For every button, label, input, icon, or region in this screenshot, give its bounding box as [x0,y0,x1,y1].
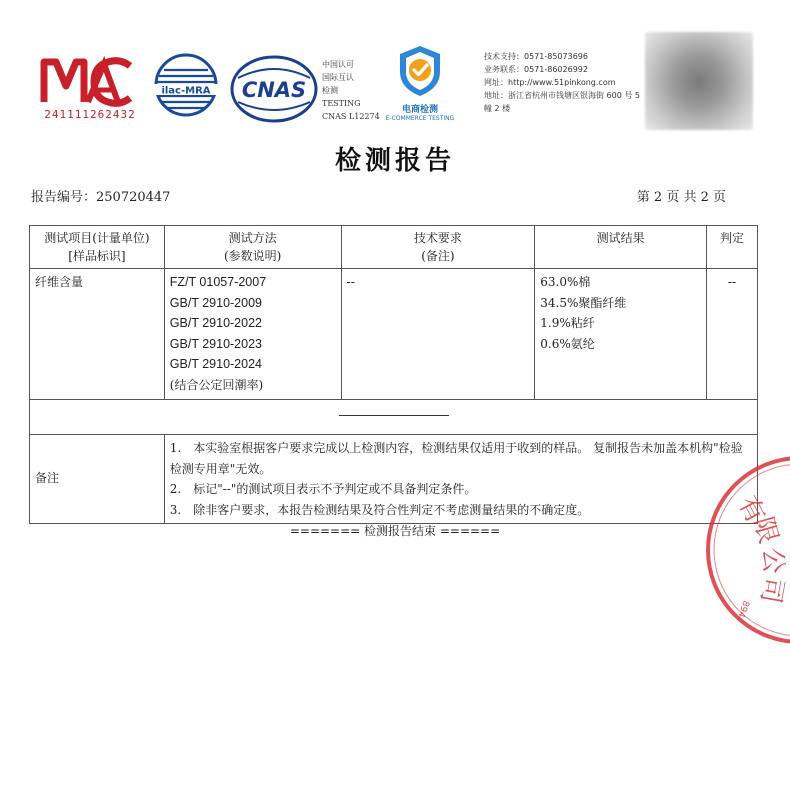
cnas-logo [230,54,318,124]
contact-info [484,50,644,115]
contact-line: 地址：浙江省杭州市钱塘区银海街 600 号 5 [484,91,640,100]
header-method-line1: 测试方法 [228,231,277,245]
table-row [30,269,758,400]
cell-item: 纤维含量 [30,269,165,400]
method-line: GB/T 2910-2009 [169,295,262,310]
contact-line: 幢 2 楼 [484,104,511,113]
ecommerce-testing-logo [380,44,460,122]
header-item [30,226,165,269]
contact-line: 业务联系：0571-86026992 [484,65,588,74]
method-line: GB/T 2910-2024 [169,357,262,371]
result-line: 0.6%氨纶 [540,336,595,351]
cell-judgement: -- [707,269,758,400]
shield-check-icon [396,44,444,98]
qr-code-image [645,32,753,130]
svg-text:公: 公 [757,547,788,575]
company-seal-stamp [660,450,790,650]
page-info: 第 2 页 共 2 页 [636,190,726,205]
header-requirement-line1: 技术要求 [413,231,462,245]
report-end: ======= 检测报告结束 ====== [289,524,501,538]
cnas-text: CNAS [241,78,307,102]
table-header-row [30,226,758,269]
svg-text:894: 894 [735,598,751,619]
notes-label: 备注 [30,435,165,524]
contact-line: 网址：http://www.51pinkong.com [484,78,616,87]
note-item: 3. 除非客户要求，本报告检测结果及符合性判定不考虑测量结果的不确定度。 [169,502,590,517]
cell-methods [164,269,341,400]
header-requirement [341,226,535,269]
contact-line: 技术支持：0571-85073696 [484,52,588,61]
cma-logo [38,52,138,108]
report-number: 报告编号：250720447 [31,190,171,205]
note-item: 2. 标记"--"的测试项目表示不予判定或不具备判定条件。 [169,482,477,496]
header-method [164,226,341,269]
cnas-caption [322,58,380,123]
separator-line [339,415,449,416]
ecommerce-subtitle: E-COMMERCE TESTING [385,115,455,122]
test-results-table [29,225,758,524]
method-line: GB/T 2910-2023 [169,336,262,351]
header-method-line2: (参数说明) [223,249,282,263]
page-title: 检测报告 [334,146,455,176]
separator-cell [30,400,758,435]
cnas-caption-line: 国际互认 [322,73,354,82]
note-item: 1. 本实验室根据客户要求完成以上检测内容，检测结果仅适用于收到的样品。 复制报告未加盖本机构"检验检测专用章"无效。 [169,441,743,476]
cell-results [535,269,707,400]
result-line: 1.9%粘纤 [540,316,595,330]
cma-code: 241111262432 [44,108,136,121]
method-line: GB/T 2910-2022 [169,316,262,330]
cnas-caption-line: TESTING [322,99,361,108]
method-line: (结合公定回潮率) [169,377,264,392]
result-line: 34.5%聚酯纤维 [540,295,627,310]
header-item-line2: [样品标识] [68,249,126,263]
result-line: 63.0%棉 [540,275,591,289]
cell-requirement: -- [341,269,535,400]
cnas-caption-line: CNAS L12274 [322,112,380,121]
svg-text:司: 司 [754,574,789,606]
svg-text:有: 有 [731,491,771,529]
header-result: 测试结果 [535,226,707,269]
cnas-caption-line: 中国认可 [322,60,354,69]
notes-row [30,435,758,524]
ecommerce-title: 电商检测 [401,105,438,115]
cnas-caption-line: 检测 [322,86,338,95]
ilac-mra-logo [150,52,222,118]
header-item-line1: 测试项目(计量单位) [44,231,150,245]
report-header [0,0,790,140]
method-line: FZ/T 01057-2007 [169,275,267,289]
header-requirement-line2: (备注) [421,249,455,263]
header-judgement: 判定 [707,226,758,269]
ilac-mra-text: ilac-MRA [161,85,211,97]
svg-text:限: 限 [747,513,784,547]
separator-row [30,400,758,435]
